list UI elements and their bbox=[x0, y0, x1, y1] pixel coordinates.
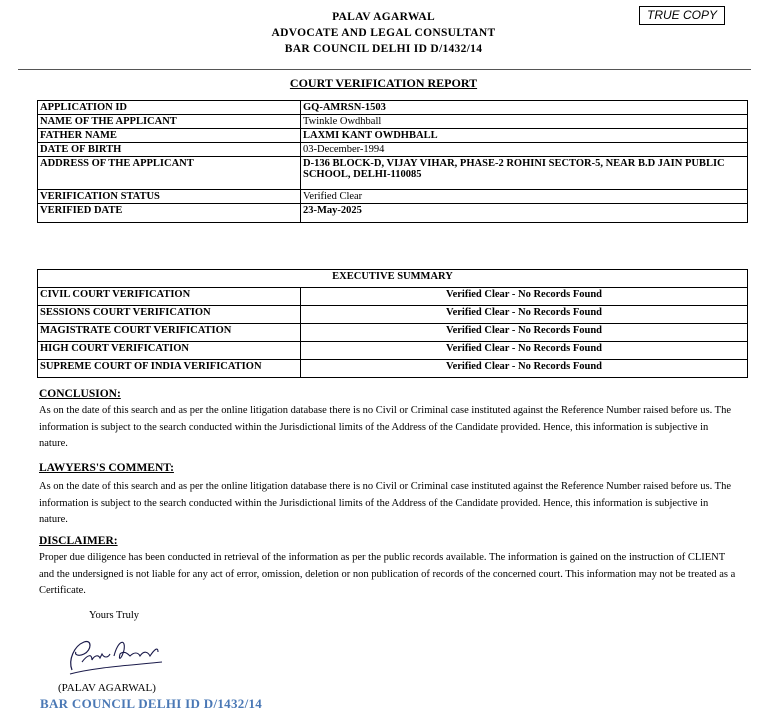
signatory-name: (PALAV AGARWAL) bbox=[58, 682, 156, 694]
table-row bbox=[38, 270, 748, 288]
detail-value: GQ-AMRSN-1503 bbox=[301, 101, 748, 115]
footer-bar-council-id: BAR COUNCIL DELHI ID D/1432/14 bbox=[40, 696, 263, 711]
table-row bbox=[38, 115, 748, 129]
table-row bbox=[38, 157, 748, 190]
header-divider bbox=[18, 69, 751, 70]
detail-value: LAXMI KANT OWDHBALL bbox=[301, 129, 748, 143]
summary-label: MAGISTRATE COURT VERIFICATION bbox=[38, 324, 301, 342]
table-row bbox=[38, 101, 748, 115]
summary-label: SESSIONS COURT VERIFICATION bbox=[38, 306, 301, 324]
detail-value: Verified Clear bbox=[301, 190, 748, 204]
executive-summary-heading: EXECUTIVE SUMMARY bbox=[38, 270, 748, 288]
table-row bbox=[38, 342, 748, 360]
table-row bbox=[38, 288, 748, 306]
table-row bbox=[38, 143, 748, 157]
executive-summary-table bbox=[37, 269, 748, 378]
signature-image bbox=[62, 632, 172, 678]
report-title: COURT VERIFICATION REPORT bbox=[289, 76, 478, 90]
summary-value: Verified Clear - No Records Found bbox=[301, 306, 748, 324]
summary-label: CIVIL COURT VERIFICATION bbox=[38, 288, 301, 306]
advocate-bar-council-id: BAR COUNCIL DELHI ID D/1432/14 bbox=[284, 43, 483, 55]
yours-truly: Yours Truly bbox=[89, 610, 140, 621]
summary-label: HIGH COURT VERIFICATION bbox=[38, 342, 301, 360]
lawyers-comment-heading: LAWYERS'S COMMENT: bbox=[39, 462, 174, 474]
detail-value: D-136 BLOCK-D, VIJAY VIHAR, PHASE-2 ROHINI SECTOR-5, NEAR B.D JAIN PUBLIC SCHOOL, DELHI-110085 bbox=[301, 157, 748, 190]
detail-label: DATE OF BIRTH bbox=[38, 143, 301, 157]
detail-label: APPLICATION ID bbox=[38, 101, 301, 115]
detail-value: Twinkle Owdhball bbox=[301, 115, 748, 129]
table-row bbox=[38, 324, 748, 342]
table-row bbox=[38, 129, 748, 143]
table-row bbox=[38, 306, 748, 324]
lawyers-comment-text: As on the date of this search and as per the online litigation database there is no Civil or Criminal case instituted against the Reference Number raised before us. The information is subject to the search conducted within the Jurisdictional limits of the Address of the Candidate provided. Hence, this information is subjective in nature. bbox=[39, 481, 732, 525]
summary-value: Verified Clear - No Records Found bbox=[301, 360, 748, 378]
conclusion-heading: CONCLUSION: bbox=[39, 388, 121, 400]
table-row bbox=[38, 190, 748, 204]
conclusion-text: As on the date of this search and as per the online litigation database there is no Civil or Criminal case instituted against the Reference Number raised before us. The information is subject to the search conducted within the Jurisdictional limits of the Address of the Candidate provided. Hence, this information is subjective in nature. bbox=[39, 405, 732, 449]
summary-value: Verified Clear - No Records Found bbox=[301, 342, 748, 360]
advocate-name: PALAV AGARWAL bbox=[332, 11, 435, 23]
table-row bbox=[38, 204, 748, 223]
summary-value: Verified Clear - No Records Found bbox=[301, 324, 748, 342]
applicant-details-table bbox=[37, 100, 748, 223]
true-copy-stamp: TRUE COPY bbox=[639, 6, 725, 25]
detail-value: 23-May-2025 bbox=[301, 204, 748, 223]
disclaimer-text: Proper due diligence has been conducted in retrieval of the information as per the public records available. The information is gained on the instruction of CLIENT and the undersigned is not liable for any act of error, omission, deletion or non publication of records of the concerned court. This information may not be treated as a Certificate. bbox=[39, 552, 736, 596]
detail-label: NAME OF THE APPLICANT bbox=[38, 115, 301, 129]
disclaimer-heading: DISCLAIMER: bbox=[39, 535, 118, 547]
summary-value: Verified Clear - No Records Found bbox=[301, 288, 748, 306]
detail-label: VERIFIED DATE bbox=[38, 204, 301, 223]
summary-label: SUPREME COURT OF INDIA VERIFICATION bbox=[38, 360, 301, 378]
advocate-designation: ADVOCATE AND LEGAL CONSULTANT bbox=[271, 27, 496, 39]
detail-label: ADDRESS OF THE APPLICANT bbox=[38, 157, 301, 190]
detail-label: VERIFICATION STATUS bbox=[38, 190, 301, 204]
table-row bbox=[38, 360, 748, 378]
detail-value: 03-December-1994 bbox=[301, 143, 748, 157]
detail-label: FATHER NAME bbox=[38, 129, 301, 143]
